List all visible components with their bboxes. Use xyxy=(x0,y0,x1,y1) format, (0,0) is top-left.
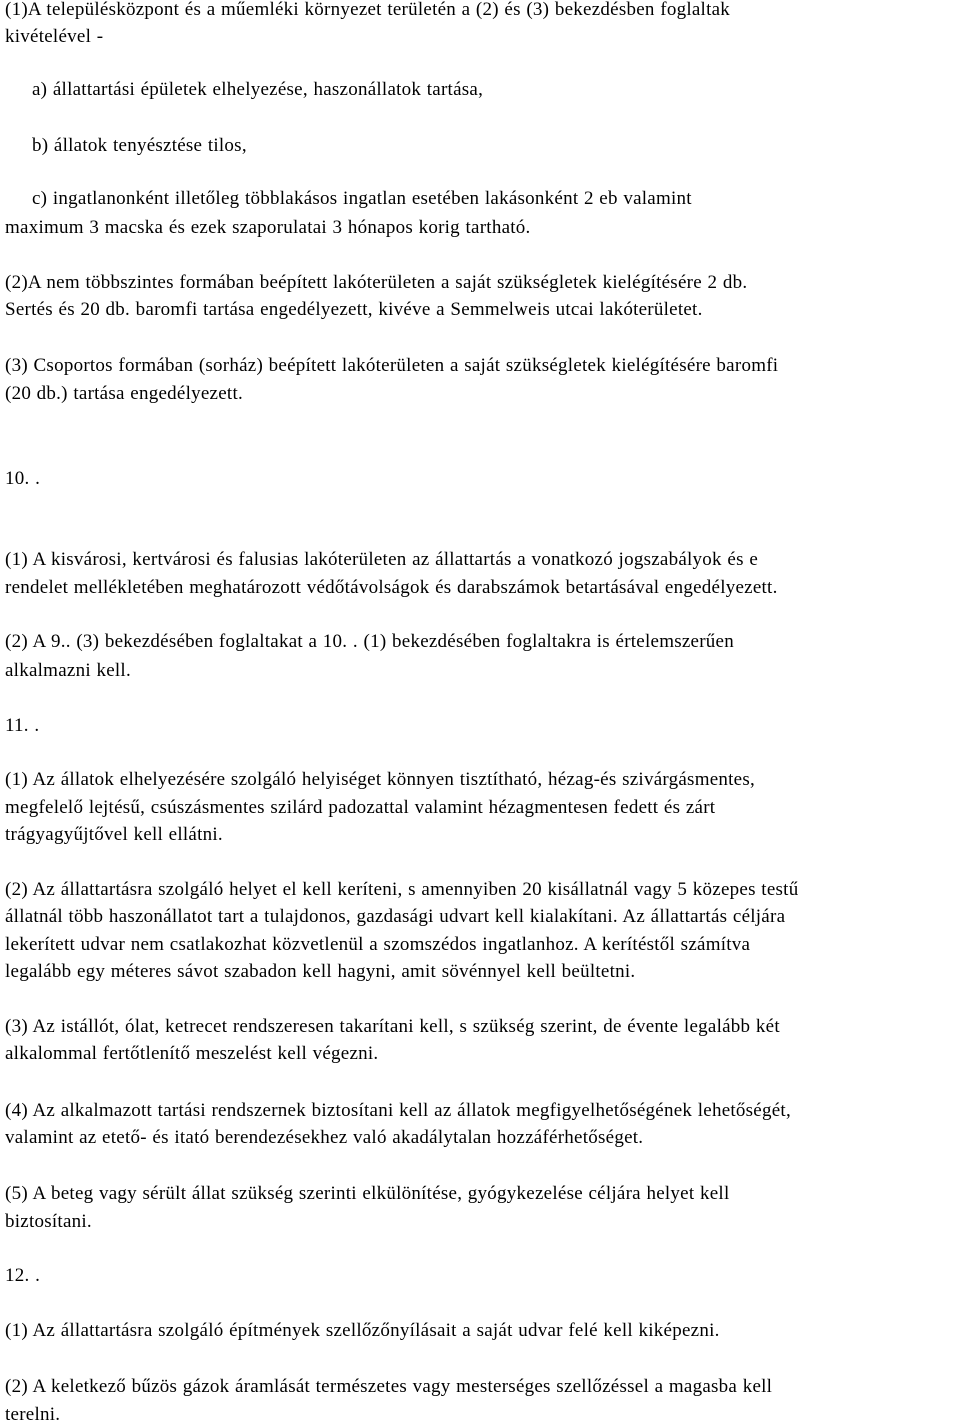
item-b: b) állatok tenyésztése tilos, xyxy=(32,135,247,156)
paragraph-1-line-2: kivételével - xyxy=(5,26,104,47)
section-10-heading: 10. . xyxy=(5,468,41,489)
section-11-p5-line-1: (5) A beteg vagy sérült állat szükség szerinti elkülönítése, gyógykezelése céljára helyet kell xyxy=(5,1183,730,1204)
paragraph-3-line-2: (20 db.) tartása engedélyezett. xyxy=(5,383,243,404)
section-11-p4-line-1: (4) Az alkalmazott tartási rendszernek biztosítani kell az állatok megfigyelhetőségének lehetőségét, xyxy=(5,1100,791,1121)
section-10-p1-line-2: rendelet mellékletében meghatározott védőtávolságok és darabszámok betartásával engedélyezett. xyxy=(5,577,778,598)
section-11-p2-line-1: (2) Az állattartásra szolgáló helyet el kell keríteni, s amennyiben 20 kisállatnál vagy 5 közepes testű xyxy=(5,879,799,900)
item-c-line-2: maximum 3 macska és ezek szaporulatai 3 hónapos korig tartható. xyxy=(5,217,531,238)
section-12-p1-line-1: (1) Az állattartásra szolgáló építmények szellőzőnyílásait a saját udvar felé kell kiképezni. xyxy=(5,1320,720,1341)
section-10-p2-line-1: (2) A 9.. (3) bekezdésében foglaltakat a 10. . (1) bekezdésében foglaltakra is értelemszerűen xyxy=(5,631,734,652)
section-12-p2-line-1: (2) A keletkező bűzös gázok áramlását természetes vagy mesterséges szellőzéssel a magasba kell xyxy=(5,1376,773,1397)
section-11-p2-line-4: legalább egy méteres sávot szabadon kell hagyni, amit sövénnyel kell beültetni. xyxy=(5,961,636,982)
item-c-line-1: c) ingatlanonként illetőleg többlakásos ingatlan esetében lakásonként 2 eb valamint xyxy=(32,188,692,209)
section-11-p1-line-2: megfelelő lejtésű, csúszásmentes szilárd padozattal valamint hézagmentesen fedett és zárt xyxy=(5,797,716,818)
paragraph-2-line-1: (2)A nem többszintes formában beépített lakóterületen a saját szükségletek kielégítésére 2 db. xyxy=(5,272,748,293)
paragraph-1-line-1: (1)A településközpont és a műemléki környezet területén a (2) és (3) bekezdésben foglaltak xyxy=(5,0,731,20)
section-12-p2-line-2: terelni. xyxy=(5,1404,61,1425)
section-12-heading: 12. . xyxy=(5,1265,41,1286)
section-11-p1-line-3: trágyagyűjtővel kell ellátni. xyxy=(5,824,223,845)
section-11-p3-line-2: alkalommal fertőtlenítő meszelést kell végezni. xyxy=(5,1043,379,1064)
section-11-p2-line-3: lekerített udvar nem csatlakozhat közvetlenül a szomszédos ingatlanhoz. A kerítéstől számítva xyxy=(5,934,751,955)
section-11-p2-line-2: állatnál több haszonállatot tart a tulajdonos, gazdasági udvart kell kialakítani. Az állattartás céljára xyxy=(5,906,786,927)
paragraph-2-line-2: Sertés és 20 db. baromfi tartása engedélyezett, kivéve a Semmelweis utcai lakóterületet. xyxy=(5,299,703,320)
item-a: a) állattartási épületek elhelyezése, haszonállatok tartása, xyxy=(32,79,484,100)
section-11-p3-line-1: (3) Az istállót, ólat, ketrecet rendszeresen takarítani kell, s szükség szerint, de évente legalább két xyxy=(5,1016,780,1037)
section-11-p1-line-1: (1) Az állatok elhelyezésére szolgáló helyiséget könnyen tisztítható, hézag-és szivárgásmentes, xyxy=(5,769,756,790)
section-11-heading: 11. . xyxy=(5,715,40,736)
section-11-p4-line-2: valamint az etető- és itató berendezésekhez való akadálytalan hozzáférhetőséget. xyxy=(5,1127,644,1148)
paragraph-3-line-1: (3) Csoportos formában (sorház) beépített lakóterületen a saját szükségletek kielégítésére baromfi xyxy=(5,355,779,376)
section-10-p2-line-2: alkalmazni kell. xyxy=(5,660,131,681)
section-11-p5-line-2: biztosítani. xyxy=(5,1211,92,1232)
section-10-p1-line-1: (1) A kisvárosi, kertvárosi és falusias lakóterületen az állattartás a vonatkozó jogszabályok és e xyxy=(5,549,759,570)
